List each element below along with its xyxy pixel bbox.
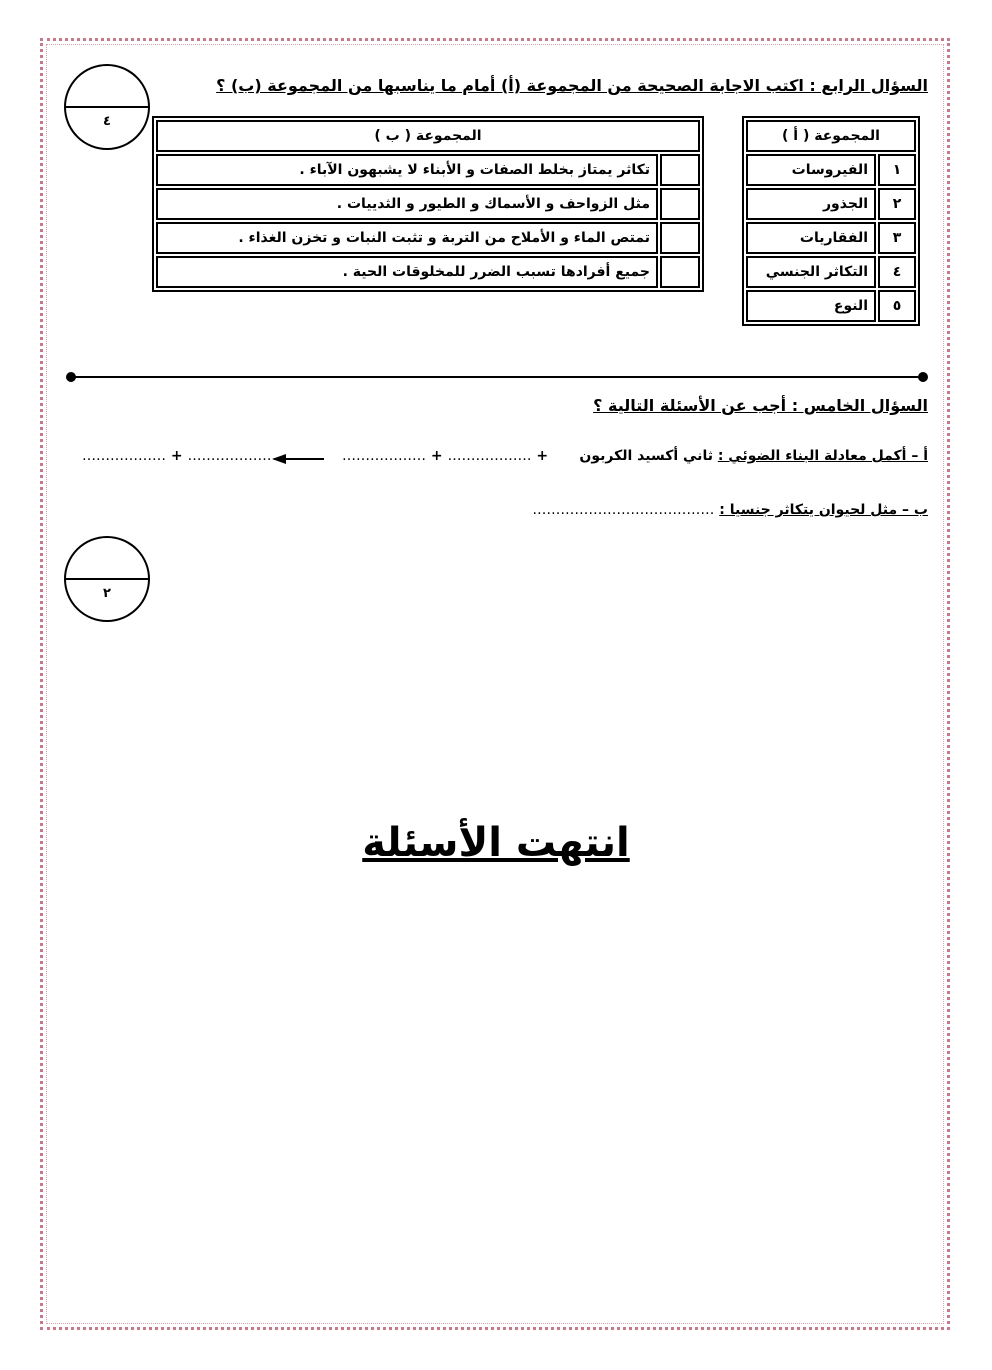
answer-blank[interactable]: ……………… — [187, 448, 272, 464]
group-a-item: الفقاريات — [746, 222, 876, 254]
q5-score-circle — [64, 536, 150, 622]
table-row — [746, 290, 916, 322]
group-b-item: تكاثر يمتاز بخلط الصفات و الأبناء لا يشبهون الآباء . — [156, 154, 658, 186]
q5-title: السؤال الخامس : أجب عن الأسئلة التالية ؟ — [593, 396, 928, 415]
table-row — [156, 154, 700, 186]
group-a-header: المجموعة ( أ ) — [746, 120, 916, 152]
group-a-item: التكاثر الجنسي — [746, 256, 876, 288]
answer-blank[interactable]: ……………… — [447, 448, 532, 464]
section-divider — [72, 376, 924, 378]
group-b-header: المجموعة ( ب ) — [156, 120, 700, 152]
group-b-item: مثل الزواحف و الأسماك و الطيور و الثدييات . — [156, 188, 658, 220]
answer-box[interactable] — [660, 222, 700, 254]
arrow-left-icon — [270, 452, 326, 466]
group-a-table — [742, 116, 920, 326]
table-row — [156, 256, 700, 288]
divider-end-dot — [66, 372, 76, 382]
answer-blank[interactable]: ……………… — [342, 448, 426, 464]
plus-sign: + — [536, 448, 549, 464]
group-b-item: جميع أفرادها تسبب الضرر للمخلوقات الحية . — [156, 256, 658, 288]
group-b-table — [152, 116, 704, 292]
group-a-num: ٥ — [878, 290, 916, 322]
q5-a-label — [579, 448, 928, 464]
group-a-item: الجذور — [746, 188, 876, 220]
plus-sign: + — [430, 448, 443, 464]
table-row — [746, 256, 916, 288]
group-a-item: النوع — [746, 290, 876, 322]
q4-title: السؤال الرابع : اكتب الاجابة الصحيحة من المجموعة (أ) أمام ما يناسبها من المجموعة (ب) ؟ — [216, 76, 928, 95]
group-a-num: ٤ — [878, 256, 916, 288]
end-title: انتهت الأسئلة — [362, 820, 630, 866]
q5-a-reactant: ثاني أكسيد الكربون — [579, 448, 713, 464]
q5-score-value: ٢ — [103, 586, 111, 601]
q4-score-value: ٤ — [103, 114, 111, 129]
divider-end-dot — [918, 372, 928, 382]
group-b-item: تمتص الماء و الأملاح من التربة و تثبت النبات و تخزن الغذاء . — [156, 222, 658, 254]
q5-a-title: أ – أكمل معادلة البناء الضوئي : — [717, 448, 928, 464]
plus-sign: + — [170, 448, 183, 464]
group-a-num: ٢ — [878, 188, 916, 220]
answer-box[interactable] — [660, 188, 700, 220]
table-row — [746, 222, 916, 254]
answer-box[interactable] — [660, 256, 700, 288]
q4-score-circle — [64, 64, 150, 150]
group-a-item: الفيروسات — [746, 154, 876, 186]
q5-a-products — [82, 448, 271, 464]
table-row — [156, 222, 700, 254]
group-a-num: ٣ — [878, 222, 916, 254]
answer-blank[interactable]: ……………… — [82, 448, 166, 464]
end-title-wrap — [0, 820, 992, 866]
table-row — [156, 188, 700, 220]
group-a-num: ١ — [878, 154, 916, 186]
q5-b-row — [532, 502, 928, 518]
answer-box[interactable] — [660, 154, 700, 186]
q5-b-title: ب – مثل لحيوان يتكاثر جنسيا : — [719, 502, 928, 518]
q5-a-blanks — [342, 448, 548, 464]
table-row — [746, 188, 916, 220]
answer-blank[interactable]: ………………………………… — [532, 502, 715, 518]
table-row — [746, 154, 916, 186]
